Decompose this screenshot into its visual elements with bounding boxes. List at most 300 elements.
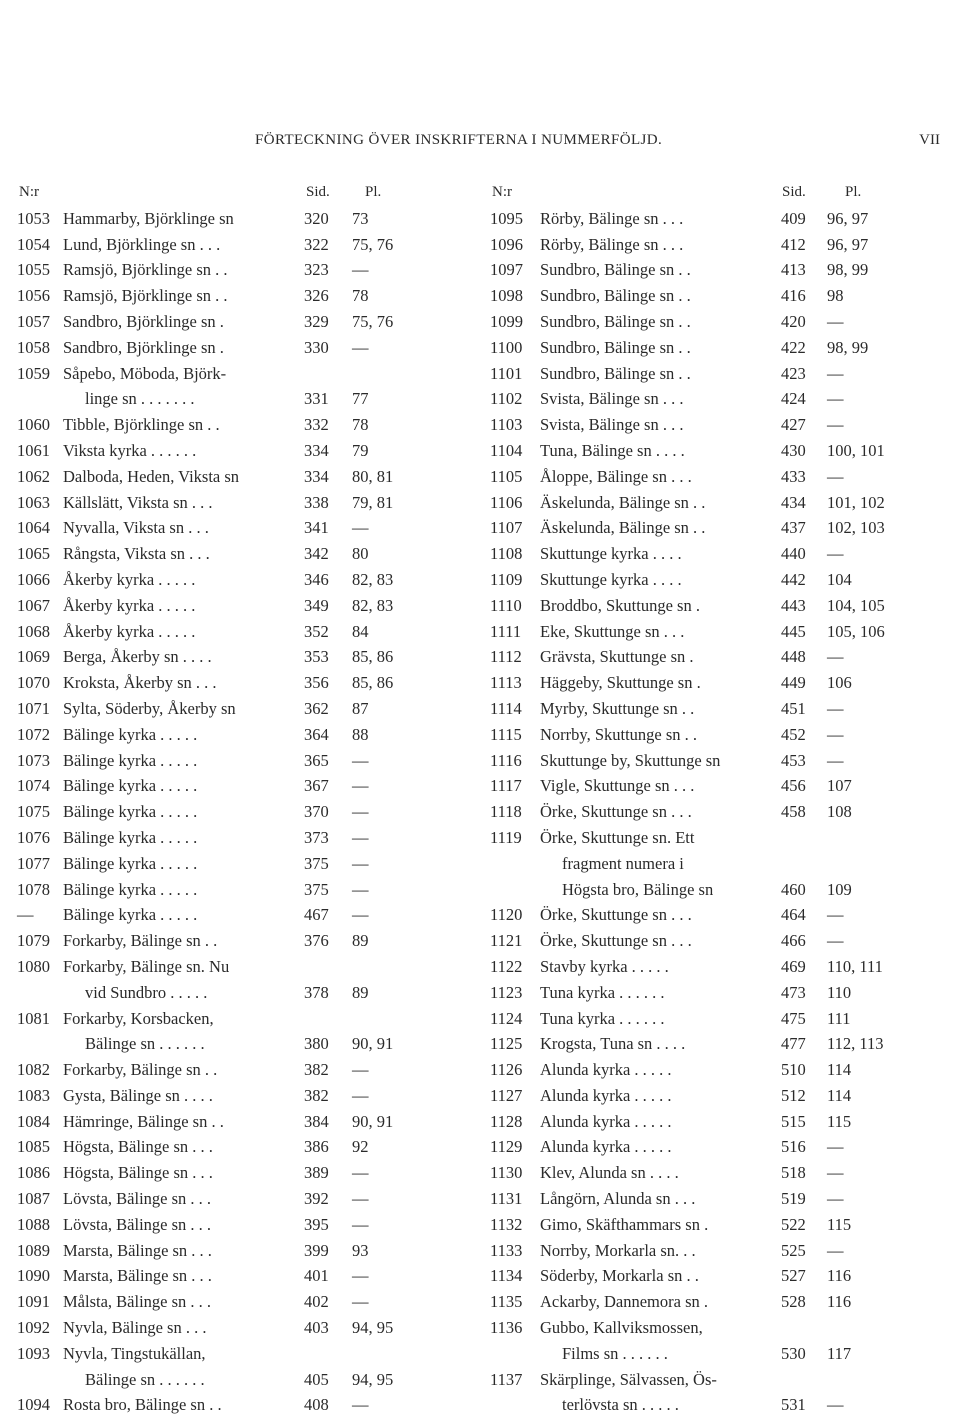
- entry-page: 375: [304, 853, 329, 873]
- entry-number: —: [17, 905, 34, 925]
- entry-plate: 115: [827, 1214, 852, 1234]
- entry-page: 427: [781, 415, 806, 435]
- index-row: [17, 954, 417, 980]
- entry-page: 477: [781, 1034, 806, 1054]
- entry-page: 510: [781, 1060, 806, 1080]
- entry-page: 392: [304, 1189, 329, 1209]
- entry-plate: 98: [827, 286, 844, 306]
- entry-number: 1136: [490, 1318, 523, 1338]
- entry-place: Sandbro, Björklinge sn .: [63, 311, 224, 331]
- entry-place: Svista, Bälinge sn . . .: [540, 389, 684, 409]
- entry-page: 320: [304, 208, 329, 228]
- entry-place: Högsta, Bälinge sn . . .: [63, 1163, 213, 1183]
- index-row: [17, 335, 417, 361]
- index-row: [17, 464, 417, 490]
- index-row: [490, 696, 910, 722]
- entry-place: Skuttunge by, Skuttunge sn: [540, 750, 721, 770]
- entry-number: 1119: [490, 827, 522, 847]
- index-row: [17, 361, 417, 387]
- entry-plate: —: [827, 311, 844, 331]
- entry-number: 1120: [490, 905, 523, 925]
- entry-number: 1092: [17, 1318, 50, 1338]
- entry-number: 1133: [490, 1240, 523, 1260]
- entry-plate: 82, 83: [352, 569, 394, 589]
- entry-number: 1132: [490, 1214, 523, 1234]
- entry-plate: 96, 97: [827, 208, 869, 228]
- index-row: [490, 1006, 910, 1032]
- entry-place: Alunda kyrka . . . . .: [540, 1111, 672, 1131]
- entry-plate: 89: [352, 982, 369, 1002]
- entry-place: Såpebo, Möboda, Björk-: [63, 363, 227, 383]
- index-row: [17, 851, 417, 877]
- entry-place: Hammarby, Björklinge sn: [63, 208, 234, 228]
- entry-number: 1116: [490, 750, 522, 770]
- entry-number: 1099: [490, 311, 523, 331]
- entry-number: 1087: [17, 1189, 50, 1209]
- entry-page: 376: [304, 931, 329, 951]
- entry-page: 389: [304, 1163, 329, 1183]
- entry-place: Dalboda, Heden, Viksta sn: [63, 466, 240, 486]
- entry-place: fragment numera i: [562, 853, 684, 873]
- entry-place: Rörby, Bälinge sn . . .: [540, 234, 684, 254]
- entry-plate: —: [352, 1266, 369, 1286]
- entry-plate: —: [827, 363, 844, 383]
- entry-page: 326: [304, 286, 329, 306]
- entry-number: 1089: [17, 1240, 50, 1260]
- index-row: [17, 980, 417, 1006]
- entry-plate: 114: [827, 1060, 852, 1080]
- entry-page: 330: [304, 337, 329, 357]
- entry-place: Häggeby, Skuttunge sn .: [540, 673, 701, 693]
- entry-plate: 77: [352, 389, 369, 409]
- entry-page: 449: [781, 673, 806, 693]
- page-title: FÖRTECKNING ÖVER INSKRIFTERNA I NUMMERFÖLJD.: [255, 132, 663, 148]
- index-row: [17, 1031, 417, 1057]
- index-row: [490, 670, 910, 696]
- entry-place: Nyvla, Tingstukällan,: [63, 1343, 206, 1363]
- nr-header: N:r: [19, 184, 39, 200]
- entry-number: 1101: [490, 363, 523, 383]
- entry-page: 408: [304, 1395, 329, 1415]
- entry-number: 1127: [490, 1085, 523, 1105]
- entry-number: 1066: [17, 569, 50, 589]
- entry-page: 473: [781, 982, 806, 1002]
- entry-place: Hämringe, Bälinge sn . .: [63, 1111, 224, 1131]
- entry-place: Åkerby kyrka . . . . .: [63, 569, 196, 589]
- index-row: [490, 748, 910, 774]
- entry-number: 1128: [490, 1111, 523, 1131]
- entry-number: 1104: [490, 440, 523, 460]
- index-row: [17, 232, 417, 258]
- entry-place: Bälinge sn . . . . . .: [85, 1369, 205, 1389]
- index-row: [490, 335, 910, 361]
- index-row: [490, 309, 910, 335]
- entry-plate: —: [352, 1060, 369, 1080]
- entry-plate: —: [827, 905, 844, 925]
- entry-number: 1093: [17, 1343, 50, 1363]
- entry-plate: —: [827, 1189, 844, 1209]
- entry-page: 382: [304, 1060, 329, 1080]
- entry-page: 452: [781, 724, 806, 744]
- entry-place: Skärplinge, Sälvassen, Ös-: [540, 1369, 717, 1389]
- entry-plate: 115: [827, 1111, 852, 1131]
- entry-page: 475: [781, 1008, 806, 1028]
- entry-number: 1059: [17, 363, 50, 383]
- entry-plate: 104: [827, 569, 852, 589]
- entry-number: 1129: [490, 1137, 523, 1157]
- entry-number: 1100: [490, 337, 523, 357]
- entry-plate: —: [352, 802, 369, 822]
- index-row: [17, 490, 417, 516]
- index-column-left: [17, 180, 417, 1418]
- index-row: [490, 490, 910, 516]
- index-row: [490, 541, 910, 567]
- entry-plate: 93: [352, 1240, 369, 1260]
- entry-place: Films sn . . . . . .: [562, 1343, 668, 1363]
- entry-page: 338: [304, 492, 329, 512]
- index-row: [490, 877, 910, 903]
- entry-place: Sundbro, Bälinge sn . .: [540, 337, 691, 357]
- entry-number: 1094: [17, 1395, 50, 1415]
- entry-plate: 100, 101: [827, 440, 885, 460]
- entry-page: 322: [304, 234, 329, 254]
- entry-plate: 108: [827, 802, 852, 822]
- entry-place: Långörn, Alunda sn . . .: [540, 1189, 696, 1209]
- entry-number: 1107: [490, 518, 523, 538]
- sid-header: Sid.: [306, 184, 330, 200]
- entry-page: 334: [304, 466, 329, 486]
- entry-place: Åkerby kyrka . . . . .: [63, 621, 196, 641]
- entry-number: 1075: [17, 802, 50, 822]
- entry-page: 365: [304, 750, 329, 770]
- entry-page: 356: [304, 673, 329, 693]
- index-row: [490, 1367, 910, 1393]
- entry-number: 1054: [17, 234, 50, 254]
- entry-number: 1079: [17, 931, 50, 951]
- entry-number: 1113: [490, 673, 522, 693]
- entry-plate: 73: [352, 208, 369, 228]
- entry-plate: 101, 102: [827, 492, 885, 512]
- index-row: [17, 1315, 417, 1341]
- entry-page: 437: [781, 518, 806, 538]
- entry-number: 1071: [17, 698, 50, 718]
- entry-place: Tuna kyrka . . . . . .: [540, 1008, 665, 1028]
- entry-place: Vigle, Skuttunge sn . . .: [540, 776, 695, 796]
- entry-page: 515: [781, 1111, 806, 1131]
- entry-place: Rörby, Bälinge sn . . .: [540, 208, 684, 228]
- entry-page: 434: [781, 492, 806, 512]
- entry-plate: —: [827, 750, 844, 770]
- entry-plate: —: [352, 1292, 369, 1312]
- entry-plate: —: [827, 698, 844, 718]
- entry-plate: 79, 81: [352, 492, 394, 512]
- entry-plate: —: [352, 1085, 369, 1105]
- entry-place: Rosta bro, Bälinge sn . .: [63, 1395, 222, 1415]
- index-row: [17, 283, 417, 309]
- entry-number: 1106: [490, 492, 523, 512]
- entry-number: 1111: [490, 621, 522, 641]
- entry-number: 1069: [17, 647, 50, 667]
- index-row: [490, 825, 910, 851]
- entry-page: 518: [781, 1163, 806, 1183]
- entry-number: 1135: [490, 1292, 523, 1312]
- entry-page: 402: [304, 1292, 329, 1312]
- entry-plate: 98, 99: [827, 337, 869, 357]
- index-row: [490, 1212, 910, 1238]
- entry-number: 1097: [490, 260, 523, 280]
- entry-plate: 94, 95: [352, 1369, 394, 1389]
- entry-page: 443: [781, 595, 806, 615]
- entry-plate: —: [827, 724, 844, 744]
- index-row: [490, 1031, 910, 1057]
- entry-place: Örke, Skuttunge sn . . .: [540, 931, 692, 951]
- entry-place: Bälinge kyrka . . . . .: [63, 879, 198, 899]
- entry-number: 1057: [17, 311, 50, 331]
- entry-number: 1077: [17, 853, 50, 873]
- entry-place: Örke, Skuttunge sn . . .: [540, 905, 692, 925]
- entry-plate: —: [352, 1395, 369, 1415]
- index-row: [490, 386, 910, 412]
- entry-page: 448: [781, 647, 806, 667]
- entry-plate: 114: [827, 1085, 852, 1105]
- entry-page: 395: [304, 1214, 329, 1234]
- entry-place: Bälinge kyrka . . . . .: [63, 776, 198, 796]
- entry-place: Skuttunge kyrka . . . .: [540, 544, 682, 564]
- index-row: [490, 851, 910, 877]
- entry-place: Bälinge sn . . . . . .: [85, 1034, 205, 1054]
- entry-number: 1085: [17, 1137, 50, 1157]
- entry-place: Nyvalla, Viksta sn . . .: [63, 518, 209, 538]
- entry-place: Marsta, Bälinge sn . . .: [63, 1266, 212, 1286]
- entry-place: Sundbro, Bälinge sn . .: [540, 260, 691, 280]
- index-row: [17, 748, 417, 774]
- entry-plate: 80: [352, 544, 369, 564]
- index-row: [17, 670, 417, 696]
- entry-plate: 116: [827, 1292, 852, 1312]
- entry-plate: —: [827, 1163, 844, 1183]
- entry-page: 373: [304, 827, 329, 847]
- index-row: [17, 1392, 417, 1418]
- entry-plate: 85, 86: [352, 647, 394, 667]
- entry-plate: 79: [352, 440, 369, 460]
- entry-page: 424: [781, 389, 806, 409]
- entry-plate: —: [352, 260, 369, 280]
- entry-place: Myrby, Skuttunge sn . .: [540, 698, 695, 718]
- entry-page: 323: [304, 260, 329, 280]
- entry-place: Örke, Skuttunge sn. Ett: [540, 827, 695, 847]
- entry-page: 405: [304, 1369, 329, 1389]
- entry-place: Gubbo, Kallviksmossen,: [540, 1318, 703, 1338]
- entry-page: 516: [781, 1137, 806, 1157]
- entry-number: 1105: [490, 466, 523, 486]
- entry-number: 1130: [490, 1163, 523, 1183]
- index-row: [17, 593, 417, 619]
- index-row: [490, 1057, 910, 1083]
- entry-page: 522: [781, 1214, 806, 1234]
- entry-number: 1122: [490, 956, 523, 976]
- index-row: [17, 928, 417, 954]
- entry-number: 1110: [490, 595, 522, 615]
- page-header: [0, 132, 960, 154]
- entry-plate: —: [352, 776, 369, 796]
- index-row: [490, 980, 910, 1006]
- entry-page: 451: [781, 698, 806, 718]
- entry-number: 1102: [490, 389, 523, 409]
- entry-place: Bälinge kyrka . . . . .: [63, 853, 198, 873]
- entry-plate: 107: [827, 776, 852, 796]
- entry-page: 445: [781, 621, 806, 641]
- entry-plate: 106: [827, 673, 852, 693]
- entry-page: 332: [304, 415, 329, 435]
- index-row: [17, 1057, 417, 1083]
- index-row: [490, 1186, 910, 1212]
- entry-place: Marsta, Bälinge sn . . .: [63, 1240, 212, 1260]
- entry-plate: —: [827, 415, 844, 435]
- entry-page: 352: [304, 621, 329, 641]
- index-row: [490, 1109, 910, 1135]
- entry-place: Högsta bro, Bälinge sn: [562, 879, 714, 899]
- entry-page: 528: [781, 1292, 806, 1312]
- entry-place: Ramsjö, Björklinge sn . .: [63, 260, 228, 280]
- entry-place: Skuttunge kyrka . . . .: [540, 569, 682, 589]
- entry-place: Tuna, Bälinge sn . . . .: [540, 440, 685, 460]
- index-row: [17, 386, 417, 412]
- entry-plate: —: [352, 337, 369, 357]
- entry-plate: 104, 105: [827, 595, 885, 615]
- index-row: [17, 619, 417, 645]
- entry-number: 1114: [490, 698, 522, 718]
- entry-plate: 96, 97: [827, 234, 869, 254]
- entry-page: 384: [304, 1111, 329, 1131]
- entry-place: Krogsta, Tuna sn . . . .: [540, 1034, 686, 1054]
- entry-plate: 88: [352, 724, 369, 744]
- entry-plate: 75, 76: [352, 311, 394, 331]
- index-row: [490, 464, 910, 490]
- index-row: [490, 954, 910, 980]
- index-row: [17, 1367, 417, 1393]
- entry-page: 364: [304, 724, 329, 744]
- entry-plate: 80, 81: [352, 466, 394, 486]
- entry-page: 386: [304, 1137, 329, 1157]
- entry-plate: 89: [352, 931, 369, 951]
- entry-plate: —: [352, 905, 369, 925]
- entry-plate: —: [352, 1189, 369, 1209]
- index-row: [490, 773, 910, 799]
- entry-page: 442: [781, 569, 806, 589]
- entry-page: 403: [304, 1318, 329, 1338]
- entry-number: 1088: [17, 1214, 50, 1234]
- entry-place: Sundbro, Bälinge sn . .: [540, 363, 691, 383]
- entry-number: 1073: [17, 750, 50, 770]
- entry-place: Forkarby, Bälinge sn . .: [63, 1060, 218, 1080]
- entry-place: Forkarby, Bälinge sn. Nu: [63, 956, 230, 976]
- entry-place: Åkerby kyrka . . . . .: [63, 595, 196, 615]
- entry-number: 1067: [17, 595, 50, 615]
- index-row: [490, 361, 910, 387]
- column-header: [17, 180, 417, 206]
- index-row: [490, 799, 910, 825]
- entry-plate: 92: [352, 1137, 369, 1157]
- entry-place: Äskelunda, Bälinge sn . .: [540, 492, 706, 512]
- index-row: [490, 283, 910, 309]
- index-row: [490, 567, 910, 593]
- entry-number: 1082: [17, 1060, 50, 1080]
- index-row: [17, 696, 417, 722]
- index-column-right: [490, 180, 910, 1418]
- entry-number: 1096: [490, 234, 523, 254]
- entry-page: 466: [781, 931, 806, 951]
- entry-plate: —: [352, 853, 369, 873]
- entry-plate: —: [827, 544, 844, 564]
- index-row: [490, 232, 910, 258]
- entry-plate: —: [827, 931, 844, 951]
- entry-page: 433: [781, 466, 806, 486]
- entry-page: 440: [781, 544, 806, 564]
- entry-page: 456: [781, 776, 806, 796]
- entry-place: Lövsta, Bälinge sn . . .: [63, 1189, 212, 1209]
- entry-number: 1068: [17, 621, 50, 641]
- entry-place: Grävsta, Skuttunge sn .: [540, 647, 694, 667]
- entry-place: Berga, Åkerby sn . . . .: [63, 647, 212, 667]
- entry-place: terlövsta sn . . . . .: [562, 1395, 679, 1415]
- entry-place: Bälinge kyrka . . . . .: [63, 827, 198, 847]
- entry-number: 1078: [17, 879, 50, 899]
- entry-page: 413: [781, 260, 806, 280]
- entry-place: Kroksta, Åkerby sn . . .: [63, 673, 217, 693]
- index-row: [17, 438, 417, 464]
- entry-place: Ackarby, Dannemora sn .: [540, 1292, 708, 1312]
- entry-place: Rångsta, Viksta sn . . .: [63, 544, 210, 564]
- index-row: [17, 206, 417, 232]
- entry-place: Stavby kyrka . . . . .: [540, 956, 669, 976]
- index-row: [17, 1341, 417, 1367]
- entry-plate: 78: [352, 286, 369, 306]
- index-row: [17, 515, 417, 541]
- entry-place: linge sn . . . . . . .: [85, 389, 195, 409]
- entry-number: 1112: [490, 647, 522, 667]
- entry-page: 512: [781, 1085, 806, 1105]
- entry-page: 401: [304, 1266, 329, 1286]
- entry-number: 1124: [490, 1008, 523, 1028]
- entry-number: 1098: [490, 286, 523, 306]
- entry-page: 380: [304, 1034, 329, 1054]
- index-row: [490, 593, 910, 619]
- entry-place: Örke, Skuttunge sn . . .: [540, 802, 692, 822]
- entry-plate: 87: [352, 698, 369, 718]
- index-row: [490, 438, 910, 464]
- entry-number: 1117: [490, 776, 522, 796]
- index-row: [490, 902, 910, 928]
- entry-page: 409: [781, 208, 806, 228]
- entry-place: Tuna kyrka . . . . . .: [540, 982, 665, 1002]
- entry-place: Åloppe, Bälinge sn . . .: [540, 466, 692, 486]
- entry-place: Ramsjö, Björklinge sn . .: [63, 286, 228, 306]
- entry-number: 1095: [490, 208, 523, 228]
- entry-plate: —: [352, 1214, 369, 1234]
- index-row: [17, 825, 417, 851]
- entry-number: 1074: [17, 776, 50, 796]
- entry-plate: —: [352, 518, 369, 538]
- entry-plate: 112, 113: [827, 1034, 884, 1054]
- index-row: [17, 541, 417, 567]
- index-row: [490, 1289, 910, 1315]
- pl-header: Pl.: [365, 184, 382, 200]
- entry-place: Målsta, Bälinge sn . . .: [63, 1292, 212, 1312]
- index-row: [17, 1289, 417, 1315]
- entry-place: Sandbro, Björklinge sn .: [63, 337, 224, 357]
- entry-page: 530: [781, 1343, 806, 1363]
- index-row: [490, 722, 910, 748]
